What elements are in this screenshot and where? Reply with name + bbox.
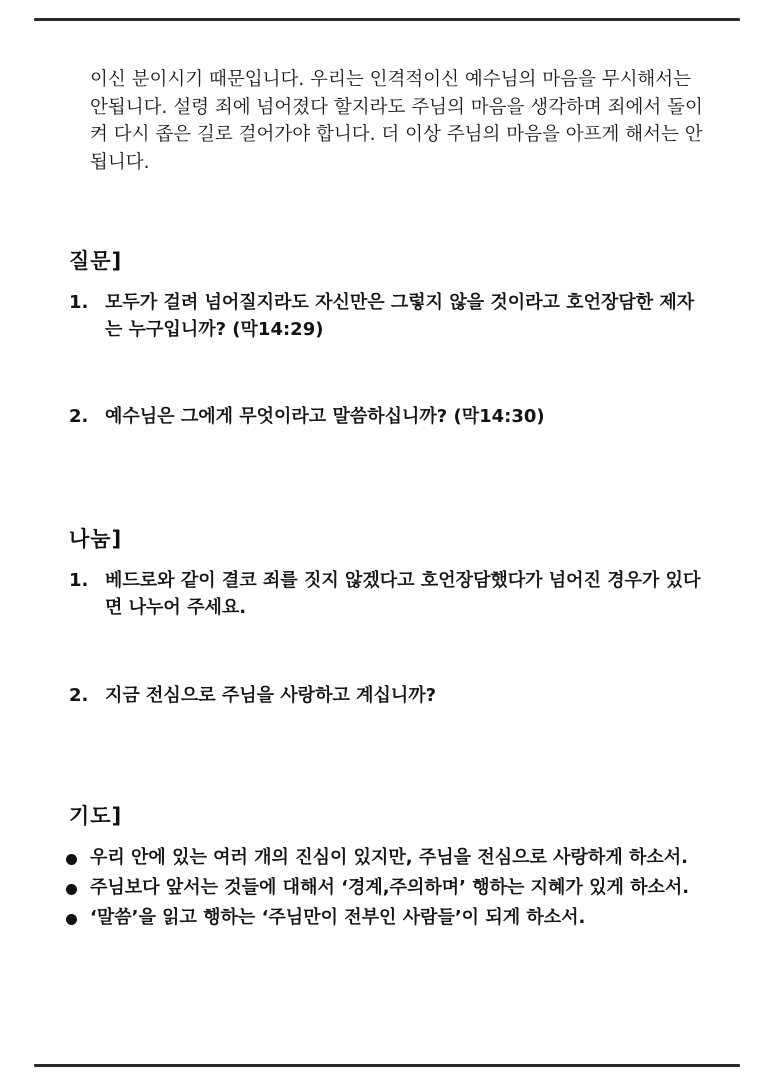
question-text: 모두가 걸려 넘어질지라도 자신만은 그렇지 않을 것이라고 호언장담한 제자는 누구입니까? (막14:29) <box>105 292 695 340</box>
top-divider <box>34 18 740 21</box>
sharing-number: 2. <box>69 685 89 706</box>
prayer-heading: 기도] <box>69 804 123 828</box>
sharing-number: 1. <box>69 570 89 591</box>
sharing-heading: 나눔] <box>69 527 123 551</box>
bullet-icon <box>66 854 77 865</box>
question-number: 1. <box>69 292 89 313</box>
sharing-list-2 <box>69 682 709 709</box>
sharing-item-2 <box>69 682 709 709</box>
question-item-2 <box>69 403 709 430</box>
question-number: 2. <box>69 406 89 427</box>
bullet-icon <box>66 884 77 895</box>
sharing-text: 베드로와 같이 결코 죄를 짓지 않겠다고 호언장담했다가 넘어진 경우가 있다면 나누어 주세요. <box>105 570 701 618</box>
prayer-item <box>66 905 706 931</box>
prayer-item <box>66 875 706 901</box>
prayer-text: ‘말씀’을 읽고 행하는 ‘주님만이 전부인 사람들’이 되게 하소서. <box>90 907 586 928</box>
question-text: 예수님은 그에게 무엇이라고 말씀하십니까? (막14:30) <box>105 406 545 427</box>
prayer-text: 주님보다 앞서는 것들에 대해서 ‘경계,주의하며’ 행하는 지혜가 있게 하소서. <box>90 877 690 898</box>
prayer-list <box>66 845 706 935</box>
bullet-icon <box>66 914 77 925</box>
intro-paragraph: 이신 분이시기 때문입니다. 우리는 인격적이신 예수님의 마음을 무시해서는 안됩니다. 설령 죄에 넘어졌다 할지라도 주님의 마음을 생각하며 죄에서 돌이켜 다시 좁은 길로 걸어가야 합니다. 더 이상 주님의 마음을 아프게 해서는 안됩니다. <box>90 69 703 173</box>
sharing-list <box>69 567 709 621</box>
questions-heading: 질문] <box>69 249 123 273</box>
sharing-text: 지금 전심으로 주님을 사랑하고 계십니까? <box>105 685 437 706</box>
prayer-text: 우리 안에 있는 여러 개의 진심이 있지만, 주님을 전심으로 사랑하게 하소서. <box>90 847 688 868</box>
prayer-item <box>66 845 706 871</box>
bottom-divider <box>34 1064 740 1067</box>
question-list <box>69 289 709 343</box>
sharing-item-1 <box>69 567 709 621</box>
question-list-2 <box>69 403 709 430</box>
question-item-1 <box>69 289 709 343</box>
